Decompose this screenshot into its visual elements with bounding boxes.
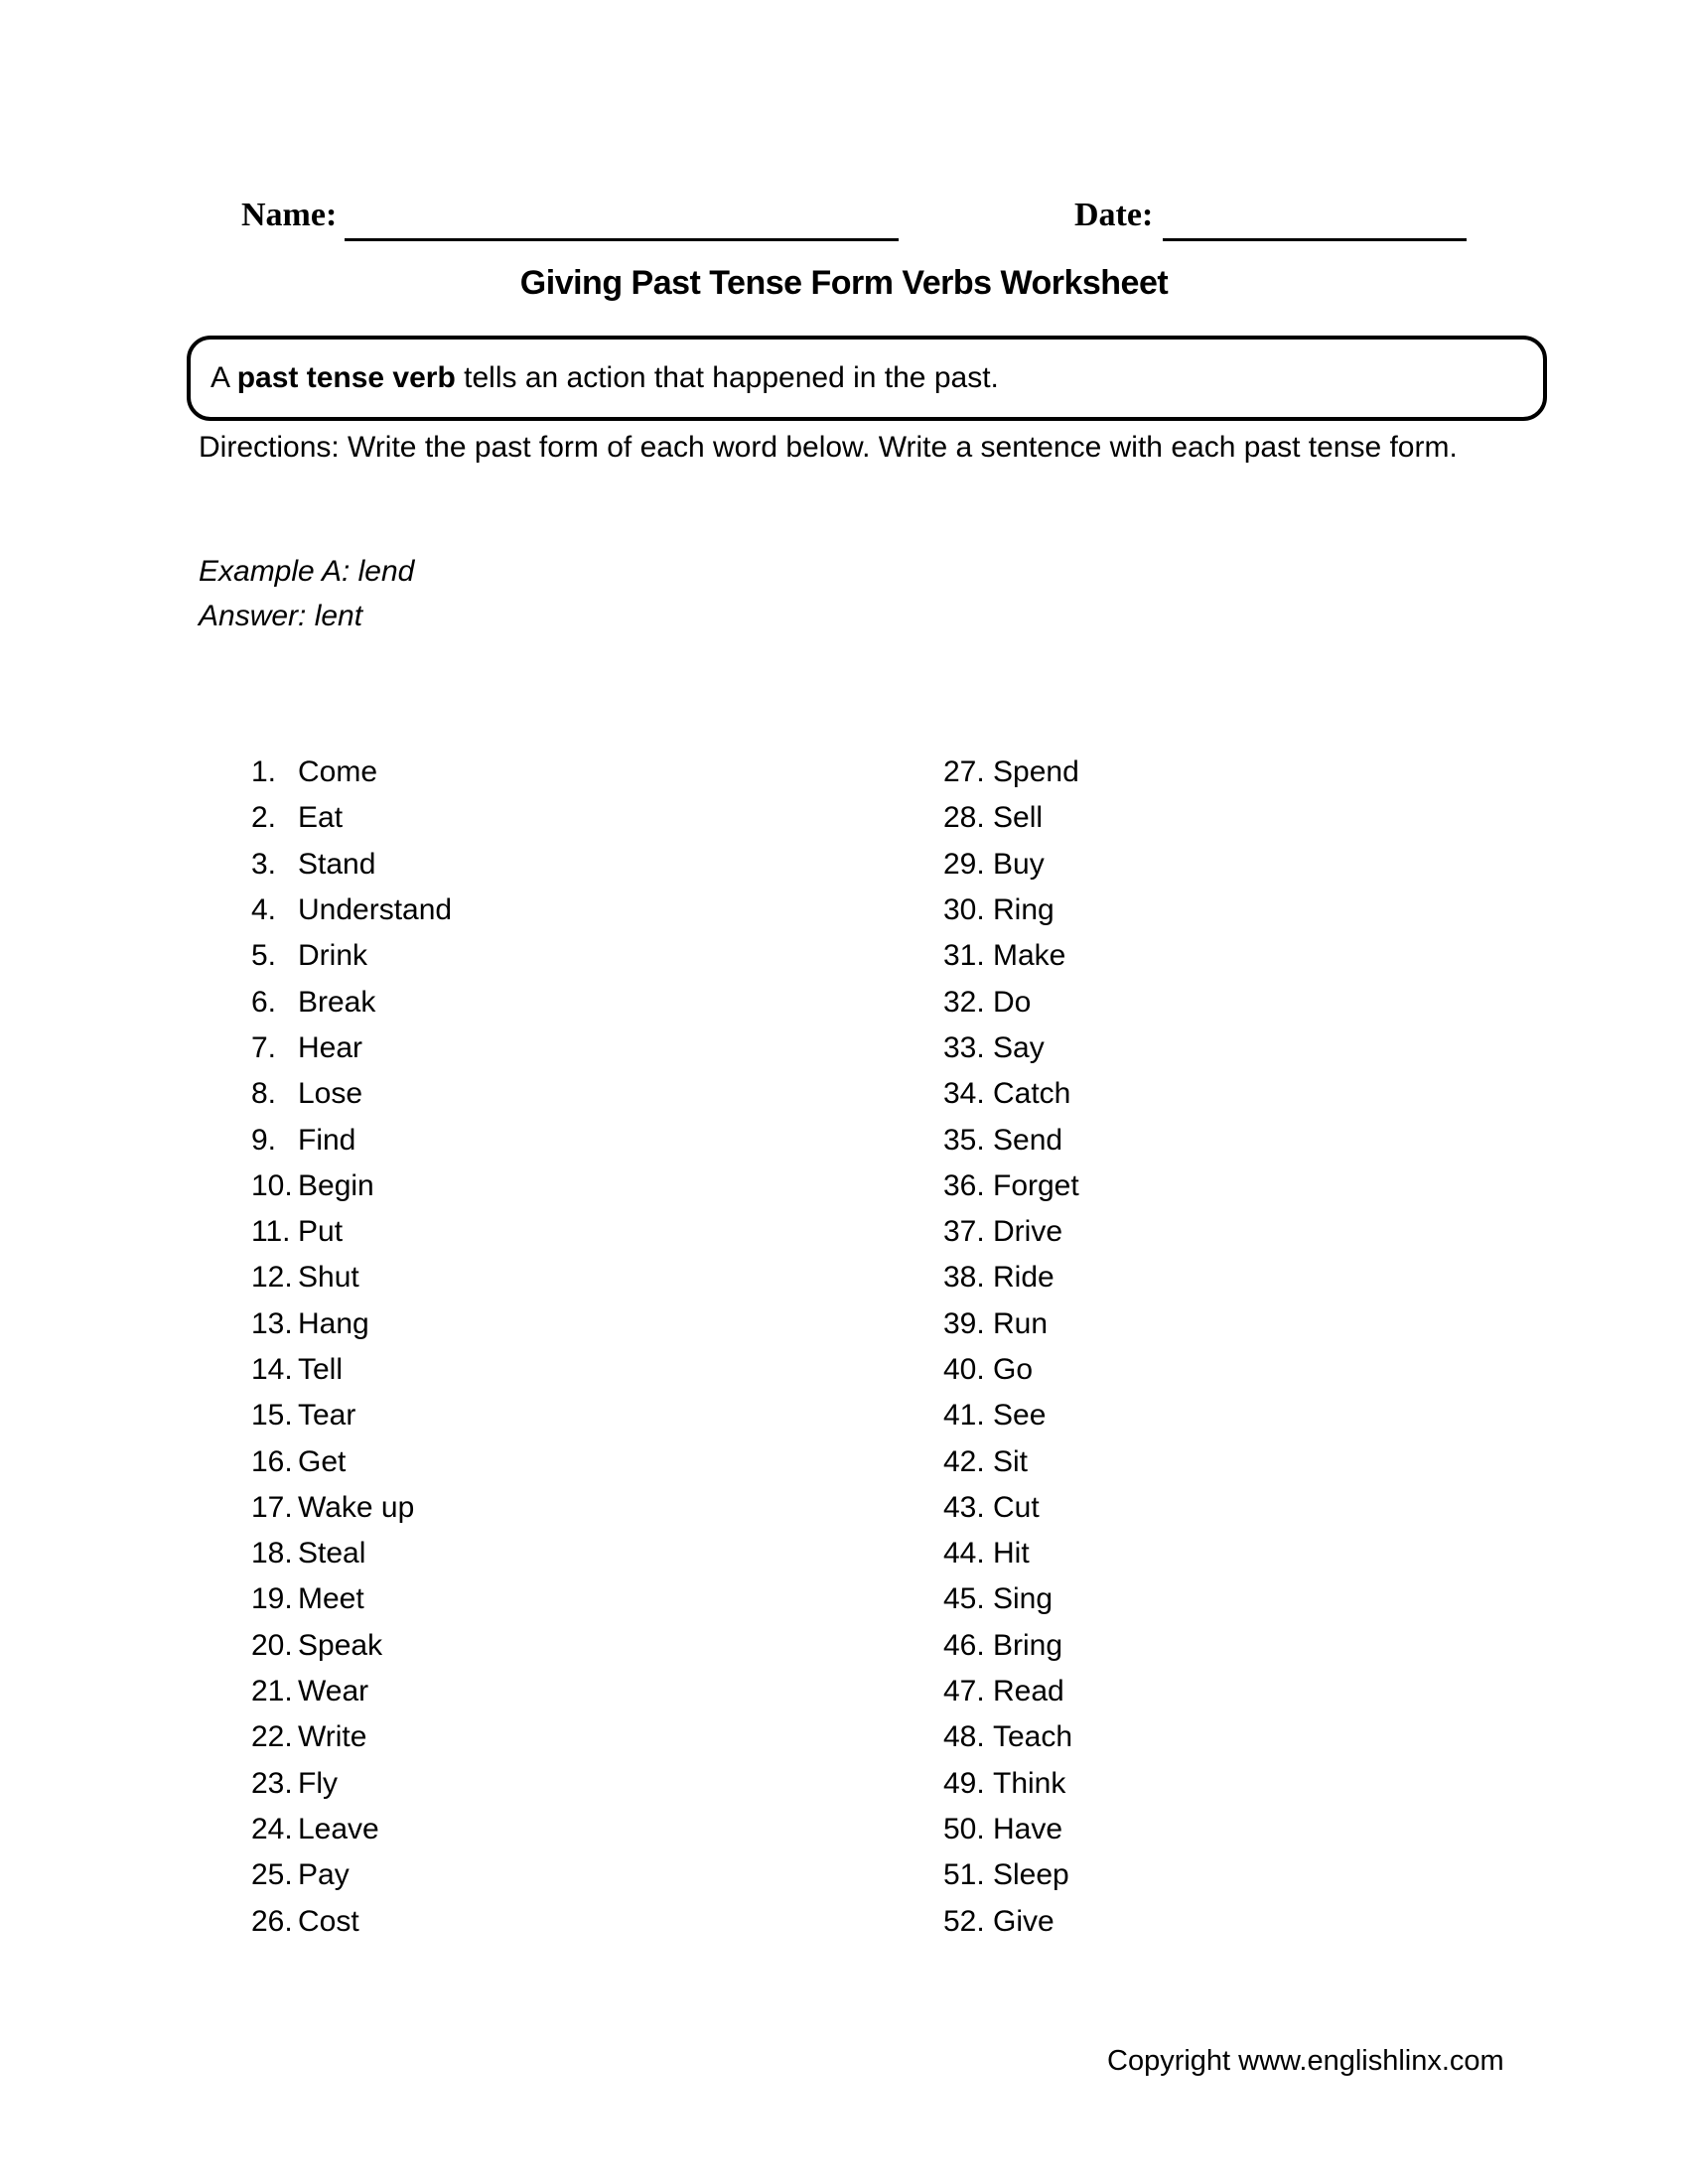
verb-list-item bbox=[943, 1898, 1079, 1944]
verb-list-item bbox=[251, 795, 452, 841]
definition-suffix: tells an action that happened in the past. bbox=[455, 361, 999, 394]
verb-label: Think bbox=[993, 1766, 1066, 1800]
verb-list-item bbox=[943, 1163, 1079, 1209]
verb-label: Fly bbox=[298, 1766, 338, 1800]
verb-number: 26. bbox=[251, 1904, 293, 1938]
verb-list-item bbox=[943, 1025, 1079, 1071]
verb-label: Understand bbox=[298, 893, 453, 927]
date-label: Date: bbox=[1074, 197, 1154, 233]
verb-number: 24. bbox=[251, 1812, 293, 1845]
verb-label: Speak bbox=[298, 1628, 383, 1662]
verb-list-item bbox=[251, 1898, 452, 1944]
verb-label: Make bbox=[993, 939, 1066, 973]
verb-list-item bbox=[943, 1438, 1079, 1484]
verb-label: Drink bbox=[298, 939, 368, 973]
verb-label: Tear bbox=[298, 1399, 356, 1433]
verb-list-item bbox=[943, 1531, 1079, 1576]
verb-label: Steal bbox=[298, 1537, 366, 1570]
verb-label: Meet bbox=[298, 1582, 364, 1616]
verb-label: Lose bbox=[298, 1077, 363, 1111]
verb-list-item bbox=[251, 1209, 452, 1255]
verb-number: 11. bbox=[251, 1215, 291, 1249]
definition-prefix: A bbox=[211, 361, 237, 394]
verb-label: Give bbox=[993, 1904, 1055, 1938]
verb-list-item bbox=[943, 1485, 1079, 1531]
verb-list-item bbox=[943, 887, 1079, 933]
verb-label: Forget bbox=[993, 1168, 1079, 1202]
verb-number: 20. bbox=[251, 1628, 293, 1662]
verb-list-item bbox=[251, 1117, 452, 1162]
verb-list-item bbox=[943, 1393, 1079, 1438]
verb-number: 49. bbox=[943, 1766, 985, 1800]
verb-label: Cost bbox=[298, 1904, 359, 1938]
verb-number: 44. bbox=[943, 1537, 985, 1570]
date-blank-line bbox=[1163, 238, 1467, 241]
verb-list-item bbox=[251, 842, 452, 887]
verb-number: 2. bbox=[251, 801, 277, 835]
verb-list-item bbox=[251, 1531, 452, 1576]
verb-number: 46. bbox=[943, 1628, 985, 1662]
verb-list-item bbox=[943, 795, 1079, 841]
verb-list-item bbox=[251, 1623, 452, 1669]
verb-number: 5. bbox=[251, 939, 277, 973]
verb-number: 13. bbox=[251, 1306, 293, 1340]
name-blank-line bbox=[345, 238, 899, 241]
verb-list-item bbox=[943, 1209, 1079, 1255]
verb-number: 37. bbox=[943, 1215, 985, 1249]
verb-number: 16. bbox=[251, 1444, 293, 1478]
example-line: Example A: lend bbox=[199, 555, 415, 588]
verb-number: 3. bbox=[251, 847, 277, 881]
verb-number: 10. bbox=[251, 1168, 293, 1202]
verb-label: Bring bbox=[993, 1628, 1063, 1662]
verb-number: 30. bbox=[943, 893, 985, 927]
verb-label: Sell bbox=[993, 801, 1044, 835]
verb-list-item bbox=[251, 1301, 452, 1347]
verb-number: 15. bbox=[251, 1399, 293, 1433]
verb-label: Come bbox=[298, 755, 378, 789]
verb-list-item bbox=[943, 1669, 1079, 1714]
definition-box bbox=[187, 336, 1547, 421]
verb-list-item bbox=[251, 1071, 452, 1117]
verb-label: Ride bbox=[993, 1261, 1055, 1295]
verb-list-item bbox=[943, 842, 1079, 887]
verb-label: Catch bbox=[993, 1077, 1071, 1111]
verb-label: Stand bbox=[298, 847, 376, 881]
verb-number: 48. bbox=[943, 1720, 985, 1754]
verb-label: Begin bbox=[298, 1168, 374, 1202]
verb-list-item bbox=[943, 1347, 1079, 1393]
verb-number: 40. bbox=[943, 1353, 985, 1386]
verb-list-item bbox=[943, 1761, 1079, 1807]
verb-number: 29. bbox=[943, 847, 985, 881]
verb-label: Run bbox=[993, 1306, 1049, 1340]
verb-list-item bbox=[943, 933, 1079, 979]
verb-number: 28. bbox=[943, 801, 985, 835]
verb-number: 35. bbox=[943, 1123, 985, 1157]
verb-number: 36. bbox=[943, 1168, 985, 1202]
verb-number: 39. bbox=[943, 1306, 985, 1340]
verb-list-item bbox=[251, 1807, 452, 1852]
verb-list-item bbox=[251, 1576, 452, 1622]
verb-label: Read bbox=[993, 1675, 1064, 1708]
verb-list-item bbox=[943, 1117, 1079, 1162]
verb-number: 34. bbox=[943, 1077, 985, 1111]
verb-label: Leave bbox=[298, 1812, 379, 1845]
verb-label: Hit bbox=[993, 1537, 1030, 1570]
verb-list-item bbox=[943, 750, 1079, 795]
verb-list-right bbox=[943, 750, 1079, 1945]
verb-label: Put bbox=[298, 1215, 344, 1249]
verb-number: 33. bbox=[943, 1030, 985, 1064]
verb-label: Tell bbox=[298, 1353, 344, 1386]
verb-number: 42. bbox=[943, 1444, 985, 1478]
verb-number: 25. bbox=[251, 1858, 293, 1892]
verb-number: 45. bbox=[943, 1582, 985, 1616]
verb-label: Drive bbox=[993, 1215, 1063, 1249]
verb-number: 9. bbox=[251, 1123, 277, 1157]
verb-number: 22. bbox=[251, 1720, 293, 1754]
verb-list-item bbox=[251, 1393, 452, 1438]
verb-label: Ring bbox=[993, 893, 1055, 927]
verb-number: 7. bbox=[251, 1030, 277, 1064]
verb-label: Spend bbox=[993, 755, 1079, 789]
verb-number: 50. bbox=[943, 1812, 985, 1845]
verb-list-item bbox=[251, 1714, 452, 1760]
verb-number: 18. bbox=[251, 1537, 293, 1570]
definition-term: past tense verb bbox=[236, 361, 456, 394]
verb-label: Send bbox=[993, 1123, 1063, 1157]
example-answer-line: Answer: lent bbox=[199, 600, 363, 632]
verb-label: Sleep bbox=[993, 1858, 1069, 1892]
verb-number: 41. bbox=[943, 1399, 985, 1433]
verb-label: Teach bbox=[993, 1720, 1073, 1754]
verb-number: 51. bbox=[943, 1858, 985, 1892]
verb-label: Eat bbox=[298, 801, 344, 835]
verb-label: Sing bbox=[993, 1582, 1054, 1616]
verb-list-item bbox=[251, 1025, 452, 1071]
verb-number: 14. bbox=[251, 1353, 293, 1386]
verb-list-item bbox=[251, 933, 452, 979]
verb-label: Buy bbox=[993, 847, 1045, 881]
verb-number: 38. bbox=[943, 1261, 985, 1295]
verb-list-item bbox=[251, 1255, 452, 1300]
verb-label: Write bbox=[298, 1720, 367, 1754]
verb-label: Break bbox=[298, 985, 376, 1019]
verb-label: Hang bbox=[298, 1306, 369, 1340]
verb-number: 47. bbox=[943, 1675, 985, 1708]
verb-label: Find bbox=[298, 1123, 356, 1157]
verb-number: 43. bbox=[943, 1490, 985, 1524]
verb-number: 4. bbox=[251, 893, 277, 927]
verb-list-item bbox=[943, 1071, 1079, 1117]
verb-list-item bbox=[943, 1852, 1079, 1898]
verb-number: 52. bbox=[943, 1904, 985, 1938]
verb-list-item bbox=[251, 1163, 452, 1209]
verb-list-left bbox=[251, 750, 452, 1945]
verb-list-item bbox=[251, 1852, 452, 1898]
verb-label: Wear bbox=[298, 1675, 369, 1708]
verb-list-item bbox=[251, 750, 452, 795]
verb-list-item bbox=[943, 1807, 1079, 1852]
page-title: Giving Past Tense Form Verbs Worksheet bbox=[519, 264, 1169, 302]
verb-label: Go bbox=[993, 1353, 1034, 1386]
verb-label: Say bbox=[993, 1030, 1045, 1064]
verb-list-item bbox=[943, 979, 1079, 1024]
verb-label: See bbox=[993, 1399, 1047, 1433]
verb-label: Cut bbox=[993, 1490, 1040, 1524]
verb-number: 1. bbox=[251, 755, 277, 789]
verb-number: 19. bbox=[251, 1582, 293, 1616]
verb-label: Have bbox=[993, 1812, 1063, 1845]
verb-label: Get bbox=[298, 1444, 347, 1478]
example-block bbox=[199, 549, 414, 638]
directions-text: Directions: Write the past form of each word below. Write a sentence with each past tense form. bbox=[199, 431, 1458, 464]
verb-list-item bbox=[251, 1438, 452, 1484]
verb-list-item bbox=[943, 1255, 1079, 1300]
verb-list-item bbox=[251, 887, 452, 933]
verb-list-item bbox=[943, 1576, 1079, 1622]
verb-label: Hear bbox=[298, 1030, 363, 1064]
verb-list-item bbox=[251, 1669, 452, 1714]
verb-list-item bbox=[251, 1347, 452, 1393]
verb-number: 32. bbox=[943, 985, 985, 1019]
verb-number: 6. bbox=[251, 985, 277, 1019]
verb-list-item bbox=[943, 1714, 1079, 1760]
verb-list-item bbox=[251, 1761, 452, 1807]
verb-number: 12. bbox=[251, 1261, 293, 1295]
verb-label: Pay bbox=[298, 1858, 350, 1892]
verb-label: Sit bbox=[993, 1444, 1029, 1478]
name-label: Name: bbox=[241, 197, 338, 233]
definition-text bbox=[211, 361, 999, 395]
verb-number: 27. bbox=[943, 755, 985, 789]
verb-number: 17. bbox=[251, 1490, 293, 1524]
verb-list-item bbox=[251, 979, 452, 1024]
verb-label: Shut bbox=[298, 1261, 359, 1295]
verb-number: 21. bbox=[251, 1675, 293, 1708]
verb-label: Wake up bbox=[298, 1490, 415, 1524]
verb-list-item bbox=[251, 1485, 452, 1531]
verb-number: 31. bbox=[943, 939, 985, 973]
verb-list-item bbox=[943, 1623, 1079, 1669]
verb-label: Do bbox=[993, 985, 1032, 1019]
verb-list-item bbox=[943, 1301, 1079, 1347]
copyright-text: Copyright www.englishlinx.com bbox=[1107, 2045, 1504, 2077]
verb-number: 23. bbox=[251, 1766, 293, 1800]
verb-number: 8. bbox=[251, 1077, 277, 1111]
